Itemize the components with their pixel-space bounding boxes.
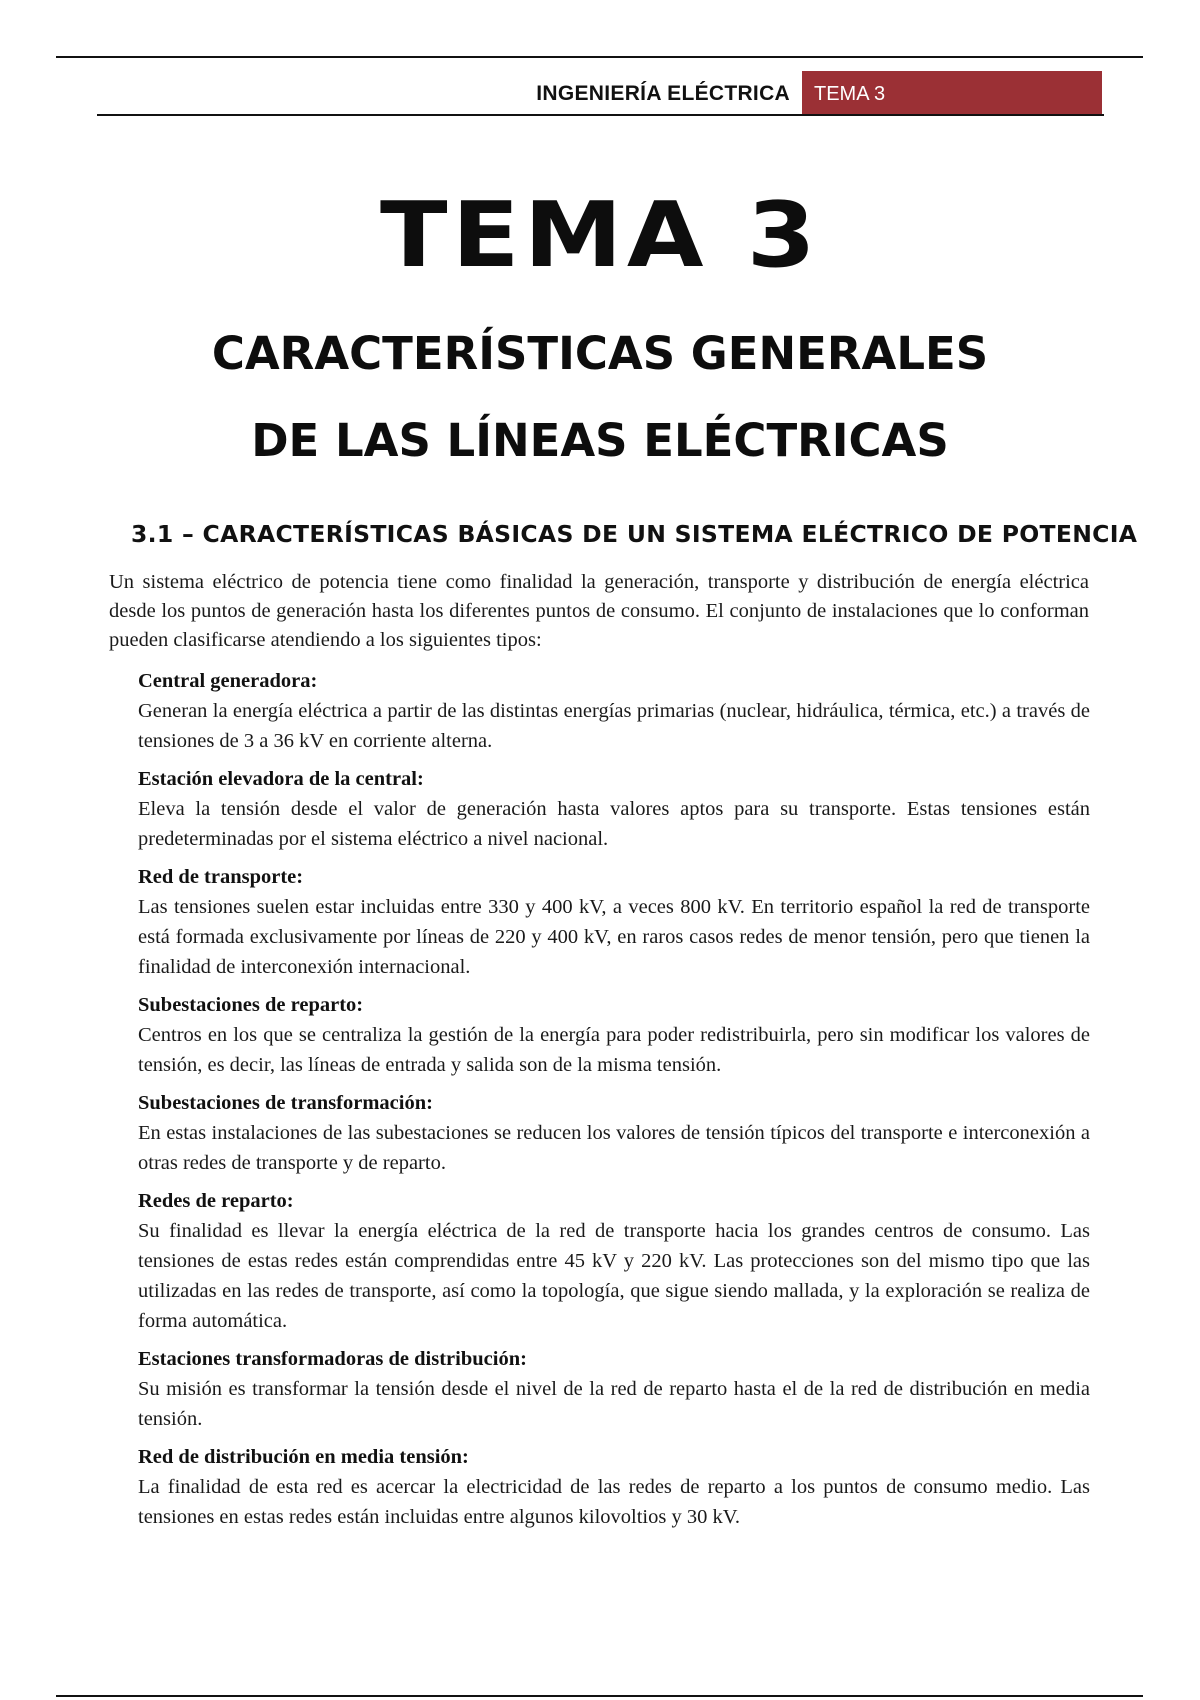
section-heading: 3.1 – CARACTERÍSTICAS BÁSICAS DE UN SISTEMA ELÉCTRICO DE POTENCIA (131, 520, 1138, 548)
definition-term: Central generadora: (138, 670, 318, 692)
definition-term: Estación elevadora de la central: (138, 768, 424, 790)
page-title: TEMA 3 (379, 183, 821, 288)
definition-item (138, 863, 1090, 982)
definition-text: Su finalidad es llevar la energía eléctrica de la red de transporte hacia los grandes centros de consumo. Las tensiones de estas redes están comprendidas entre 45 kV y 220 kV. Las protecciones son del mismo tipo que las utilizadas en las redes de transporte, así como la topología, que sigue siendo mallada, y la exploración se realiza de forma automática. (138, 1220, 1090, 1332)
definition-text: En estas instalaciones de las subestaciones se reducen los valores de tensión típicos del transporte e interconexión a otras redes de transporte y de reparto. (138, 1122, 1090, 1174)
top-rule (56, 56, 1143, 58)
bottom-rule (56, 1695, 1143, 1697)
header-rule (97, 114, 1104, 116)
definition-item (138, 1187, 1090, 1336)
definition-text: Generan la energía eléctrica a partir de las distintas energías primarias (nuclear, hidráulica, térmica, etc.) a través de tensiones de 3 a 36 kV en corriente alterna. (138, 700, 1090, 752)
definition-text: Eleva la tensión desde el valor de generación hasta valores aptos para su transporte. Estas tensiones están predeterminadas por el sistema eléctrico a nivel nacional. (138, 798, 1090, 850)
definition-list (138, 667, 1090, 1541)
definition-text: Las tensiones suelen estar incluidas entre 330 y 400 kV, a veces 800 kV. En territorio español la red de transporte está formada exclusivamente por líneas de 220 y 400 kV, en raros casos redes de menor tensión, pero que tienen la finalidad de interconexión internacional. (138, 896, 1090, 978)
definition-item (138, 667, 1090, 756)
definition-item (138, 765, 1090, 854)
definition-item (138, 1345, 1090, 1434)
definition-text: Su misión es transformar la tensión desde el nivel de la red de reparto hasta el de la red de distribución en media tensión. (138, 1378, 1090, 1430)
definition-text: Centros en los que se centraliza la gestión de la energía para poder redistribuirla, pero sin modificar los valores de tensión, es decir, las líneas de entrada y salida son de la misma tensión. (138, 1024, 1090, 1076)
intro-paragraph: Un sistema eléctrico de potencia tiene como finalidad la generación, transporte y distribución de energía eléctrica desde los puntos de generación hasta los diferentes puntos de consumo. El conjunto de instalaciones que lo conforman pueden clasificarse atendiendo a los siguientes tipos: (109, 571, 1089, 651)
definition-term: Redes de reparto: (138, 1190, 294, 1212)
page-subtitle-line1: CARACTERÍSTICAS GENERALES (211, 327, 989, 380)
page-subtitle-line2: DE LAS LÍNEAS ELÉCTRICAS (251, 414, 949, 467)
definition-text: La finalidad de esta red es acercar la electricidad de las redes de reparto a los puntos de consumo medio. Las tensiones en estas redes están incluidas entre algunos kilovoltios y 30 kV. (138, 1476, 1090, 1528)
header-subject: INGENIERÍA ELÉCTRICA (536, 82, 790, 105)
definition-term: Estaciones transformadoras de distribución: (138, 1348, 527, 1370)
definition-term: Subestaciones de reparto: (138, 994, 364, 1016)
definition-item (138, 1089, 1090, 1178)
definition-term: Red de transporte: (138, 866, 304, 888)
definition-term: Red de distribución en media tensión: (138, 1446, 469, 1468)
definition-item (138, 991, 1090, 1080)
definition-item (138, 1443, 1090, 1532)
definition-term: Subestaciones de transformación: (138, 1092, 433, 1114)
header-badge: TEMA 3 (802, 71, 1102, 116)
